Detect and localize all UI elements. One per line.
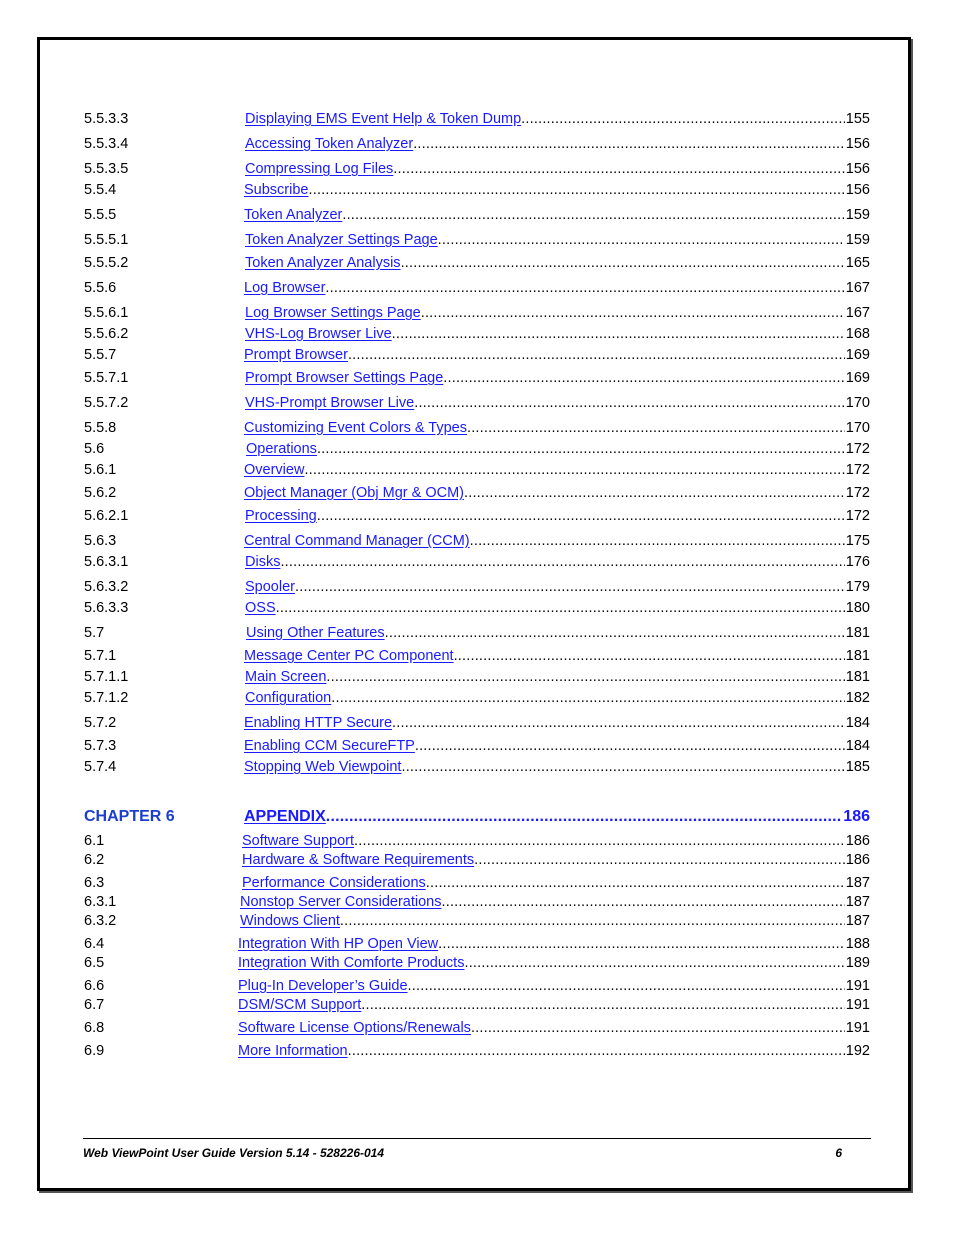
toc-entry-page-number: 181 [845,649,870,664]
toc-entry[interactable] [84,348,870,369]
toc-entry[interactable] [84,463,870,484]
leader-dots [276,601,845,616]
toc-entry-page-number: 156 [845,162,870,177]
toc-entry-page-number: 176 [845,555,870,570]
toc-entry-page-number: 165 [845,256,870,271]
toc-entry-number: 5.5.5.2 [84,255,129,271]
toc-entry[interactable] [84,442,870,463]
toc-entry-number: 5.6.3 [84,533,117,549]
leader-dots [342,208,844,223]
toc-entry-link[interactable]: Main Screen [245,670,327,685]
toc-entry-link[interactable]: Windows Client [240,914,340,929]
toc-entry[interactable] [84,601,870,622]
toc-entry-link[interactable]: Enabling HTTP Secure [244,716,393,731]
toc-entry-page-number: 189 [845,956,870,971]
toc-entry-page-number: 186 [845,853,870,868]
toc-entry[interactable] [84,306,870,327]
leader-dots [474,853,845,868]
toc-entry[interactable] [84,396,870,417]
leader-dots [385,626,845,641]
chapter-page-number: 186 [843,809,870,825]
toc-entry[interactable] [84,1044,870,1063]
leader-dots [354,834,845,849]
toc-entry-page-number: 172 [845,442,870,457]
toc-entry-page-number: 170 [845,396,870,411]
toc-entry[interactable] [84,580,870,601]
toc-entry[interactable] [84,956,870,975]
leader-dots [348,348,845,363]
toc-entry-page-number: 187 [845,895,870,910]
toc-entry[interactable] [84,555,870,576]
toc-entry-link[interactable]: Log Browser Settings Page [245,306,421,321]
toc-entry[interactable] [84,509,870,530]
toc-entry-link[interactable]: Nonstop Server Considerations [240,895,442,910]
toc-entry-link[interactable]: Processing [245,509,317,524]
leader-dots [295,580,845,595]
toc-entry-link[interactable]: Token Analyzer Settings Page [245,233,438,248]
toc-entry-page-number: 187 [845,914,870,929]
toc-entry[interactable] [84,834,870,853]
toc-entry[interactable] [84,281,870,302]
toc-entry[interactable] [84,649,870,670]
toc-entry-link[interactable]: Using Other Features [246,626,385,641]
toc-entry-number: 6.5 [84,955,105,971]
toc-entry-link[interactable]: Spooler [245,580,295,595]
toc-entry-number: 5.5.7.2 [84,395,129,411]
toc-entry-number: 5.7.1 [84,648,117,664]
toc-entry-link[interactable]: Integration With HP Open View [238,937,439,952]
toc-entry-link[interactable]: Hardware & Software Requirements [242,853,475,868]
toc-entry-page-number: 181 [845,626,870,641]
toc-entry[interactable] [84,895,870,914]
toc-entry-link[interactable]: Compressing Log Files [245,162,394,177]
leader-dots [361,998,845,1013]
leader-dots [464,486,845,501]
toc-entry[interactable] [84,486,870,507]
toc-entry-number: 5.6.2.1 [84,508,129,524]
toc-entry-link[interactable]: More Information [238,1044,348,1059]
leader-dots [317,509,845,524]
toc-entry-page-number: 182 [845,691,870,706]
toc-entry-link[interactable]: OSS [245,601,276,616]
toc-entry-number: 5.6 [84,441,105,457]
toc-entry[interactable] [84,998,870,1017]
toc-entry-page-number: 156 [845,183,870,198]
toc-entry-number: 6.3 [84,875,105,891]
toc-entry[interactable] [84,876,870,895]
toc-entry-number: 5.6.1 [84,462,117,478]
toc-entry-number: 6.6 [84,978,105,994]
toc-entry[interactable] [84,691,870,712]
toc-entry-number: 5.5.7.1 [84,370,129,386]
toc-entry-number: 5.5.3.5 [84,161,129,177]
toc-entry-link[interactable]: Operations [246,442,317,457]
toc-entry-number: 5.7.1.2 [84,690,129,706]
leader-dots [467,421,845,436]
footer-doc-title: Web ViewPoint User Guide Version 5.14 - 528226-014 [83,1146,385,1160]
leader-dots [415,739,845,754]
toc-entry-page-number: 179 [845,580,870,595]
toc-entry-number: 5.6.3.3 [84,600,129,616]
toc-entry-page-number: 185 [845,760,870,775]
toc-entry[interactable] [84,421,870,442]
toc-entry-page-number: 191 [845,979,870,994]
toc-entry[interactable] [84,670,870,691]
toc-entry-page-number: 184 [845,739,870,754]
toc-entry[interactable] [84,137,870,158]
toc-entry-link[interactable]: VHS-Log Browser Live [245,327,392,342]
toc-entry[interactable] [84,371,870,392]
toc-entry-number: 6.3.1 [84,894,117,910]
toc-entry-link[interactable]: Configuration [245,691,332,706]
leader-dots [326,670,844,685]
toc-entry-page-number: 167 [845,306,870,321]
toc-entry-number: 5.5.6 [84,280,117,296]
toc-entry[interactable] [84,760,870,781]
toc-entry-number: 5.5.5 [84,207,117,223]
toc-entry-number: 5.7.4 [84,759,117,775]
leader-dots [408,979,845,994]
toc-entry-link[interactable]: Subscribe [244,183,309,198]
toc-entry[interactable] [84,1021,870,1040]
leader-dots [392,716,845,731]
toc-entry-number: 5.5.8 [84,420,117,436]
toc-entry-number: 5.7 [84,625,105,641]
toc-entry-page-number: 155 [845,112,870,127]
toc-entry-link[interactable]: Log Browser [244,281,326,296]
toc-section-6 [84,834,870,1063]
toc-entry-page-number: 172 [845,486,870,501]
toc-entry-link[interactable]: Performance Considerations [242,876,426,891]
toc-entry-number: 6.8 [84,1020,105,1036]
toc-entry[interactable] [84,327,870,348]
toc-entry-link[interactable]: Disks [245,555,281,570]
toc-entry-link[interactable]: Integration With Comforte Products [238,956,465,971]
toc-entry-link[interactable]: Object Manager (Obj Mgr & OCM) [244,486,464,501]
toc-entry-link[interactable]: Overview [244,463,305,478]
toc-entry-link[interactable]: Stopping Web Viewpoint [244,760,402,775]
toc-entry-page-number: 186 [845,834,870,849]
toc-entry[interactable] [84,534,870,555]
leader-dots [471,1021,845,1036]
leader-dots [454,649,845,664]
toc-entry-page-number: 192 [845,1044,870,1059]
toc-entry-link[interactable]: Plug-In Developer’s Guide [238,979,408,994]
toc-entry-page-number: 191 [845,1021,870,1036]
toc-entry-link[interactable]: Enabling CCM SecureFTP [244,739,415,754]
toc-entry[interactable] [84,914,870,933]
leader-dots [325,281,844,296]
toc-entry[interactable] [84,233,870,254]
leader-dots [401,256,845,271]
toc-entry-link[interactable]: Customizing Event Colors & Types [244,421,467,436]
toc-entry-number: 5.7.1.1 [84,669,129,685]
toc-entry-page-number: 167 [845,281,870,296]
leader-dots [438,233,845,248]
leader-dots [304,463,844,478]
toc-entry-page-number: 188 [845,937,870,952]
toc-entry-link[interactable]: Central Command Manager (CCM) [244,534,470,549]
toc-section-5 [84,112,870,781]
toc-entry[interactable] [84,256,870,277]
toc-entry-page-number: 175 [845,534,870,549]
toc-entry-number: 5.6.2 [84,485,117,501]
toc-entry-page-number: 169 [845,348,870,363]
toc-entry-number: 5.5.4 [84,182,117,198]
toc-entry-number: 6.3.2 [84,913,117,929]
chapter-title-link[interactable]: APPENDIX [244,809,326,825]
toc-entry-link[interactable]: Software Support [242,834,355,849]
toc-entry-number: 6.9 [84,1043,105,1059]
toc-entry-number: 6.4 [84,936,105,952]
toc-entry-number: 5.6.3.1 [84,554,129,570]
toc-entry-number: 5.5.6.1 [84,305,129,321]
toc-entry[interactable] [84,626,870,647]
chapter-heading[interactable] [84,809,870,825]
toc-entry-number: 5.5.5.1 [84,232,129,248]
toc-entry[interactable] [84,739,870,760]
leader-dots [464,956,844,971]
toc-entry-link[interactable]: Displaying EMS Event Help & Token Dump [245,112,522,127]
toc-entry[interactable] [84,208,870,229]
toc-entry-link[interactable]: Message Center PC Component [244,649,454,664]
toc-entry-page-number: 172 [845,509,870,524]
chapter-number: CHAPTER 6 [84,808,175,825]
toc-entry-link[interactable]: Token Analyzer Analysis [245,256,401,271]
leader-dots [438,937,845,952]
toc-entry[interactable] [84,853,870,872]
leader-dots [470,534,845,549]
toc-entry-page-number: 187 [845,876,870,891]
toc-entry-number: 5.5.3.4 [84,136,129,152]
leader-dots [308,183,844,198]
leader-dots [401,760,844,775]
toc-entry[interactable] [84,183,870,204]
leader-dots [326,809,843,825]
toc-entry-page-number: 170 [845,421,870,436]
leader-dots [393,162,845,177]
toc-entry-link[interactable]: Prompt Browser [244,348,348,363]
leader-dots [331,691,845,706]
toc-entry-number: 5.5.3.3 [84,111,129,127]
toc-entry[interactable] [84,162,870,183]
leader-dots [414,396,845,411]
leader-dots [443,371,845,386]
toc-entry-number: 6.7 [84,997,105,1013]
toc-entry-page-number: 168 [845,327,870,342]
toc-entry-link[interactable]: Software License Options/Renewals [238,1021,471,1036]
toc-entry[interactable] [84,979,870,998]
leader-dots [392,327,845,342]
leader-dots [442,895,845,910]
toc-entry-page-number: 180 [845,601,870,616]
toc-entry-link[interactable]: Token Analyzer [244,208,343,223]
leader-dots [317,442,845,457]
leader-dots [421,306,845,321]
toc-entry-page-number: 159 [845,208,870,223]
toc-entry-link[interactable]: Accessing Token Analyzer [245,137,414,152]
toc-entry-page-number: 191 [845,998,870,1013]
leader-dots [348,1044,845,1059]
toc-entry-link[interactable]: Prompt Browser Settings Page [245,371,444,386]
leader-dots [280,555,844,570]
toc-entry[interactable] [84,937,870,956]
leader-dots [521,112,845,127]
toc-entry-number: 5.5.6.2 [84,326,129,342]
table-of-contents [84,112,870,1063]
toc-entry-number: 5.7.3 [84,738,117,754]
toc-entry-page-number: 184 [845,716,870,731]
toc-entry-number: 5.7.2 [84,715,117,731]
toc-entry-number: 5.6.3.2 [84,579,129,595]
toc-entry-link[interactable]: DSM/SCM Support [238,998,362,1013]
footer-page-number: 6 [835,1146,842,1160]
toc-entry-page-number: 172 [845,463,870,478]
toc-entry-page-number: 156 [845,137,870,152]
toc-entry[interactable] [84,112,870,133]
page-footer [83,1138,871,1160]
leader-dots [340,914,845,929]
toc-entry-number: 6.2 [84,852,105,868]
leader-dots [413,137,845,152]
toc-entry-page-number: 181 [845,670,870,685]
toc-entry-number: 5.5.7 [84,347,117,363]
toc-entry-link[interactable]: VHS-Prompt Browser Live [245,396,415,411]
leader-dots [426,876,845,891]
toc-entry-page-number: 169 [845,371,870,386]
toc-entry-page-number: 159 [845,233,870,248]
toc-entry[interactable] [84,716,870,737]
toc-entry-number: 6.1 [84,833,105,849]
